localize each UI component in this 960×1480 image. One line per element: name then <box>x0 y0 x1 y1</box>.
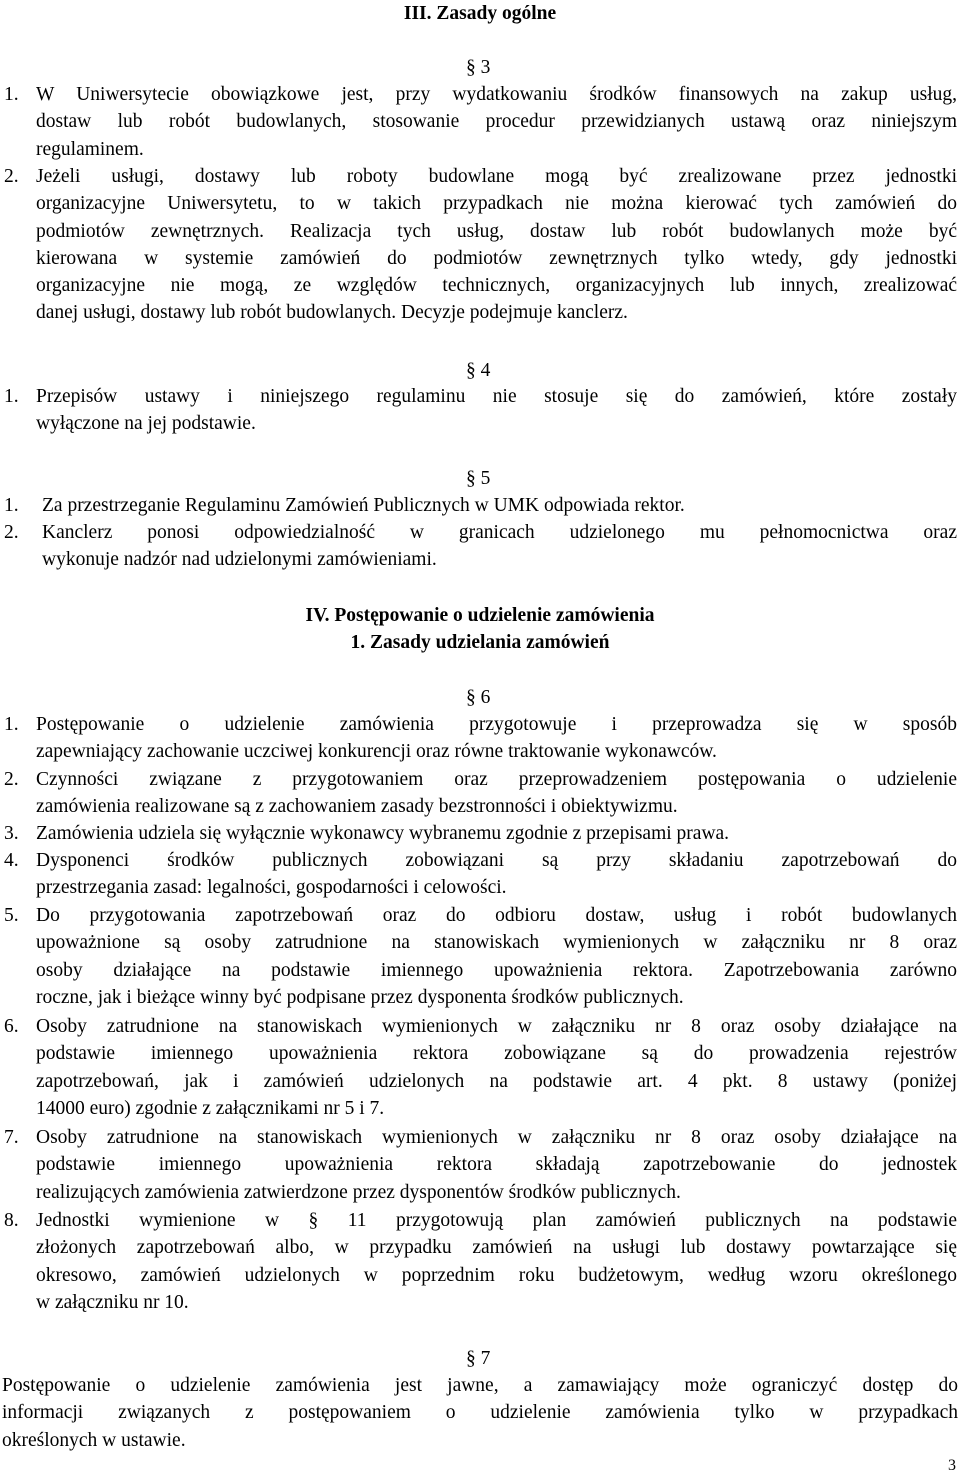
paragraph-mark-7: § 7 <box>466 1348 491 1369</box>
item-line: Za przestrzeganie Regulaminu Zamówień Publicznych w UMK odpowiada rektor. <box>42 495 685 516</box>
item-number: 1. <box>4 84 19 105</box>
item-number: 1. <box>4 495 19 516</box>
page-number: 3 <box>948 1457 956 1474</box>
item-line: upoważnione są osoby zatrudnione na stanowiskach wymienionych w załączniku nr 8 oraz <box>36 932 957 954</box>
item-line: regulaminem. <box>36 138 144 160</box>
item-number: 1. <box>4 386 19 407</box>
item-line: Jednostki wymienione w § 11 przygotowują plan zamówień publicznych na podstawie <box>36 1210 957 1231</box>
item-line: Jeżeli usługi, dostawy lub roboty budowlane mogą być zrealizowane przez jednostki <box>36 166 957 187</box>
item-number: 7. <box>4 1127 19 1148</box>
item-number: 6. <box>4 1016 19 1037</box>
section-heading-iii: III. Zasady ogólne <box>403 3 557 24</box>
item-line: 14000 euro) zgodnie z załącznikami nr 5 i 7. <box>36 1097 385 1119</box>
paragraph-mark-6: § 6 <box>466 687 491 708</box>
item-line: zamówienia realizowane są z zachowaniem zasady bezstronności i obiektywizmu. <box>36 796 678 818</box>
item-line: przestrzegania zasad: legalności, gospodarności i celowości. <box>36 877 507 899</box>
item-line: wykonuje nadzór nad udzielonymi zamówieniami. <box>42 549 437 571</box>
item-line: W Uniwersytecie obowiązkowe jest, przy wydatkowaniu środków finansowych na zakup usług, <box>36 84 957 105</box>
item-line: organizacyjne nie mogą, ze względów technicznych, organizacyjnych lub innych, zrealizować <box>36 275 957 297</box>
item-line: Do przygotowania zapotrzebowań oraz do odbioru dostaw, usług i robót budowlanych <box>36 905 957 926</box>
section-heading-iv: IV. Postępowanie o udzielenie zamówienia <box>305 605 655 626</box>
item-line: podstawie imiennego upoważnienia rektora składają zapotrzebowanie do jednostek <box>36 1154 957 1176</box>
item-line: realizujących zamówienia zatwierdzone przez dysponentów środków publicznych. <box>36 1181 681 1203</box>
item-number: 3. <box>4 823 19 844</box>
item-line: Czynności związane z przygotowaniem oraz przeprowadzeniem postępowania o udzielenie <box>36 769 957 790</box>
item-line: podstawie imiennego upoważnienia rektora zobowiązane są do prowadzenia rejestrów <box>36 1043 957 1065</box>
item-number: 8. <box>4 1210 19 1231</box>
paragraph-7-text <box>2 1372 958 1454</box>
item-number: 2. <box>4 166 19 187</box>
item-line: podmiotów zewnętrznych. Realizacja tych usług, dostaw lub robót budowlanych może być <box>36 220 957 242</box>
subsection-heading: 1. Zasady udzielania zamówień <box>350 632 610 653</box>
item-line: Postępowanie o udzielenie zamówienia przygotowuje i przeprowadza się w sposób <box>36 714 957 735</box>
item-line: dostaw lub robót budowlanych, stosowanie procedur przewidzianych ustawą oraz niniejszym <box>36 111 957 133</box>
paragraph-line: informacji związanych z postępowaniem o udzielenie zamówienia tylko w przypadkach <box>2 1402 958 1424</box>
item-line: okresowo, zamówień udzielonych w poprzednim roku budżetowym, według wzoru określonego <box>36 1264 957 1286</box>
item-line: Osoby zatrudnione na stanowiskach wymienionych w załączniku nr 8 oraz osoby działające na <box>36 1016 957 1037</box>
paragraph-line: Postępowanie o udzielenie zamówienia jest jawne, a zamawiający może ograniczyć dostęp do <box>2 1375 958 1396</box>
item-line: Przepisów ustawy i niniejszego regulaminu nie stosuje się do zamówień, które zostały <box>36 386 957 407</box>
item-line: kierowana w systemie zamówień do podmiotów zewnętrznych tylko wtedy, gdy jednostki <box>36 247 957 269</box>
item-line: Zamówienia udziela się wyłącznie wykonawcy wybranemu zgodnie z przepisami prawa. <box>36 823 730 844</box>
item-line: w załączniku nr 10. <box>36 1291 189 1313</box>
item-number: 1. <box>4 714 19 735</box>
item-line: zapotrzebowań, jak i zamówień udzielonych na podstawie art. 4 pkt. 8 ustawy (poniżej <box>36 1070 957 1092</box>
item-line: złożonych zapotrzebowań albo, w przypadku zamówień na usługi lub dostawy powtarzające się <box>36 1237 957 1259</box>
item-line: wyłączone na jej podstawie. <box>36 413 256 435</box>
item-number: 4. <box>4 850 19 871</box>
paragraph-line: określonych w ustawie. <box>2 1429 186 1451</box>
item-line: organizacyjne Uniwersytetu, to w takich przypadkach nie można kierować tych zamówień do <box>36 193 957 215</box>
item-line: Dysponenci środków publicznych zobowiązani są przy składaniu zapotrzebowań do <box>36 850 957 871</box>
item-line: osoby działające na podstawie imiennego upoważnienia rektora. Zapotrzebowania zarówno <box>36 959 957 981</box>
paragraph-mark-4: § 4 <box>466 360 491 381</box>
item-line: roczne, jak i bieżące winny być podpisane przez dysponenta środków publicznych. <box>36 986 684 1008</box>
item-line: danej usługi, dostawy lub robót budowlanych. Decyzje podejmuje kanclerz. <box>36 302 628 324</box>
paragraph-mark-5: § 5 <box>466 468 491 489</box>
item-number: 2. <box>4 769 19 790</box>
paragraph-mark-3: § 3 <box>466 57 491 78</box>
item-number: 5. <box>4 905 19 926</box>
item-line: Kanclerz ponosi odpowiedzialność w granicach udzielonego mu pełnomocnictwa oraz <box>42 522 957 543</box>
item-line: zapewniający zachowanie uczciwej konkurencji oraz równe traktowanie wykonawców. <box>36 741 717 763</box>
item-number: 2. <box>4 522 19 543</box>
item-line: Osoby zatrudnione na stanowiskach wymienionych w załączniku nr 8 oraz osoby działające na <box>36 1127 957 1148</box>
